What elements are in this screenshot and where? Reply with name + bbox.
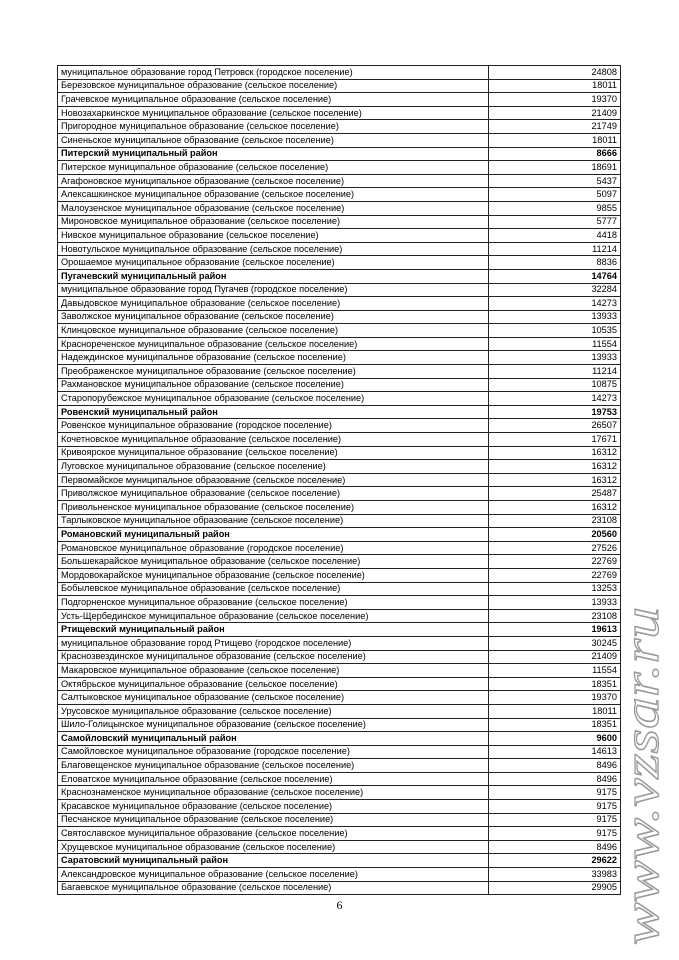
table-row (58, 827, 621, 841)
row-value-cell: 22769 (489, 555, 621, 569)
row-value-cell: 18691 (489, 161, 621, 175)
table-row (58, 133, 621, 147)
row-value-cell: 19370 (489, 93, 621, 107)
row-name-cell: Мордовокарайское муниципальное образование (сельское поселение) (58, 568, 489, 582)
row-value-cell: 23108 (489, 609, 621, 623)
row-name-cell: Орошаемое муниципальное образование (сельское поселение) (58, 256, 489, 270)
row-value-cell: 14273 (489, 297, 621, 311)
row-name-cell: Клинцовское муниципальное образование (сельское поселение) (58, 324, 489, 338)
row-value-cell: 10535 (489, 324, 621, 338)
table-row (58, 433, 621, 447)
row-value-cell: 8496 (489, 840, 621, 854)
table-row (58, 541, 621, 555)
table-row (58, 365, 621, 379)
row-value-cell: 11554 (489, 337, 621, 351)
table-row (58, 297, 621, 311)
district-row (58, 269, 621, 283)
row-name-cell: Усть-Щербединское муниципальное образование (сельское поселение) (58, 609, 489, 623)
row-value-cell: 9855 (489, 201, 621, 215)
row-value-cell: 16312 (489, 501, 621, 515)
row-name-cell: Благовещенское муниципальное образование (сельское поселение) (58, 759, 489, 773)
table-row (58, 256, 621, 270)
table-row (58, 120, 621, 134)
table-row (58, 772, 621, 786)
row-value-cell: 21409 (489, 106, 621, 120)
row-value-cell: 19753 (489, 405, 621, 419)
table-row (58, 242, 621, 256)
table-row (58, 337, 621, 351)
row-name-cell: Заволжское муниципальное образование (сельское поселение) (58, 310, 489, 324)
row-name-cell: Синеньское муниципальное образование (сельское поселение) (58, 133, 489, 147)
row-value-cell: 9175 (489, 786, 621, 800)
row-value-cell: 9175 (489, 813, 621, 827)
row-name-cell: Рахмановское муниципальное образование (сельское поселение) (58, 378, 489, 392)
row-name-cell: Подгорненское муниципальное образование (сельское поселение) (58, 596, 489, 610)
row-value-cell: 9175 (489, 800, 621, 814)
table-row (58, 161, 621, 175)
table-row (58, 555, 621, 569)
row-name-cell: Багаевское муниципальное образование (сельское поселение) (58, 881, 489, 895)
row-value-cell: 9600 (489, 732, 621, 746)
row-name-cell: Краснознаменское муниципальное образование (сельское поселение) (58, 786, 489, 800)
row-value-cell: 16312 (489, 473, 621, 487)
table-row (58, 392, 621, 406)
row-value-cell: 5437 (489, 174, 621, 188)
row-value-cell: 26507 (489, 419, 621, 433)
table-row (58, 677, 621, 691)
table-row (58, 174, 621, 188)
row-name-cell: Кочетновское муниципальное образование (сельское поселение) (58, 433, 489, 447)
row-name-cell: Малоузенское муниципальное образование (сельское поселение) (58, 201, 489, 215)
table-row (58, 582, 621, 596)
row-name-cell: Алексашкинское муниципальное образование (сельское поселение) (58, 188, 489, 202)
row-value-cell: 13933 (489, 351, 621, 365)
row-name-cell: Приволжское муниципальное образование (сельское поселение) (58, 487, 489, 501)
row-name-cell: муниципальное образование город Петровск (городское поселение) (58, 66, 489, 80)
row-value-cell: 4418 (489, 229, 621, 243)
row-name-cell: Тарлыковское муниципальное образование (сельское поселение) (58, 514, 489, 528)
row-name-cell: Большекарайское муниципальное образование (сельское поселение) (58, 555, 489, 569)
row-value-cell: 16312 (489, 460, 621, 474)
table-row (58, 664, 621, 678)
row-name-cell: Ровенское муниципальное образование (городское поселение) (58, 419, 489, 433)
table-row (58, 378, 621, 392)
row-value-cell: 5097 (489, 188, 621, 202)
row-value-cell: 27526 (489, 541, 621, 555)
row-value-cell: 22769 (489, 568, 621, 582)
row-value-cell: 29622 (489, 854, 621, 868)
row-value-cell: 19370 (489, 691, 621, 705)
row-name-cell: Питерское муниципальное образование (сельское поселение) (58, 161, 489, 175)
data-table (57, 65, 621, 895)
table-row (58, 351, 621, 365)
table-row (58, 66, 621, 80)
district-row (58, 732, 621, 746)
table-row (58, 501, 621, 515)
row-name-cell: Песчанское муниципальное образование (сельское поселение) (58, 813, 489, 827)
table-row (58, 650, 621, 664)
row-value-cell: 21749 (489, 120, 621, 134)
row-name-cell: Романовское муниципальное образование (городское поселение) (58, 541, 489, 555)
row-value-cell: 25487 (489, 487, 621, 501)
row-value-cell: 17671 (489, 433, 621, 447)
row-value-cell: 8496 (489, 772, 621, 786)
row-name-cell: Питерский муниципальный район (58, 147, 489, 161)
row-value-cell: 11214 (489, 242, 621, 256)
row-value-cell: 16312 (489, 446, 621, 460)
table-row (58, 201, 621, 215)
row-name-cell: Привольненское муниципальное образование (сельское поселение) (58, 501, 489, 515)
table-row (58, 609, 621, 623)
table-row (58, 636, 621, 650)
row-name-cell: Ровенский муниципальный район (58, 405, 489, 419)
row-name-cell: Бобылевское муниципальное образование (сельское поселение) (58, 582, 489, 596)
row-name-cell: Нивское муниципальное образование (сельское поселение) (58, 229, 489, 243)
table-row (58, 229, 621, 243)
row-name-cell: Надеждинское муниципальное образование (сельское поселение) (58, 351, 489, 365)
row-value-cell: 5777 (489, 215, 621, 229)
row-name-cell: Мироновское муниципальное образование (сельское поселение) (58, 215, 489, 229)
district-row (58, 854, 621, 868)
row-name-cell: Новотульское муниципальное образование (сельское поселение) (58, 242, 489, 256)
table-row (58, 813, 621, 827)
watermark-text: www.vzsar.ru (613, 679, 669, 945)
table-row (58, 704, 621, 718)
row-value-cell: 11554 (489, 664, 621, 678)
row-name-cell: Луговское муниципальное образование (сельское поселение) (58, 460, 489, 474)
row-name-cell: Александровское муниципальное образование (сельское поселение) (58, 868, 489, 882)
row-name-cell: Краснореченское муниципальное образование (сельское поселение) (58, 337, 489, 351)
row-value-cell: 18351 (489, 677, 621, 691)
row-value-cell: 8836 (489, 256, 621, 270)
district-row (58, 623, 621, 637)
row-value-cell: 18011 (489, 704, 621, 718)
table-row (58, 93, 621, 107)
row-name-cell: Святославское муниципальное образование (сельское поселение) (58, 827, 489, 841)
table-row (58, 79, 621, 93)
row-name-cell: Новозахаркинское муниципальное образование (сельское поселение) (58, 106, 489, 120)
table-row (58, 840, 621, 854)
row-name-cell: Романовский муниципальный район (58, 528, 489, 542)
row-name-cell: Пугачевский муниципальный район (58, 269, 489, 283)
table-row (58, 188, 621, 202)
district-row (58, 528, 621, 542)
row-name-cell: Макаровское муниципальное образование (сельское поселение) (58, 664, 489, 678)
row-value-cell: 30245 (489, 636, 621, 650)
row-name-cell: Саратовский муниципальный район (58, 854, 489, 868)
row-value-cell: 24808 (489, 66, 621, 80)
row-value-cell: 19613 (489, 623, 621, 637)
row-name-cell: Самойловское муниципальное образование (городское поселение) (58, 745, 489, 759)
row-value-cell: 21409 (489, 650, 621, 664)
table-row (58, 786, 621, 800)
table-body (58, 66, 621, 895)
row-name-cell: Пригородное муниципальное образование (сельское поселение) (58, 120, 489, 134)
row-value-cell: 9175 (489, 827, 621, 841)
row-value-cell: 18351 (489, 718, 621, 732)
table-row (58, 800, 621, 814)
row-name-cell: Урусовское муниципальное образование (сельское поселение) (58, 704, 489, 718)
table-row (58, 691, 621, 705)
row-value-cell: 13933 (489, 596, 621, 610)
row-value-cell: 8496 (489, 759, 621, 773)
district-row (58, 405, 621, 419)
table-row (58, 881, 621, 895)
row-value-cell: 23108 (489, 514, 621, 528)
row-name-cell: муниципальное образование город Ртищево (городское поселение) (58, 636, 489, 650)
row-value-cell: 18011 (489, 133, 621, 147)
table-row (58, 759, 621, 773)
row-value-cell: 13253 (489, 582, 621, 596)
row-name-cell: Салтыковское муниципальное образование (сельское поселение) (58, 691, 489, 705)
table-row (58, 745, 621, 759)
row-name-cell: Старопорубежское муниципальное образование (сельское поселение) (58, 392, 489, 406)
table-row (58, 215, 621, 229)
table-row (58, 419, 621, 433)
row-value-cell: 14764 (489, 269, 621, 283)
table-row (58, 487, 621, 501)
table-row (58, 473, 621, 487)
table-row (58, 568, 621, 582)
row-name-cell: муниципальное образование город Пугачев (городское поселение) (58, 283, 489, 297)
row-name-cell: Первомайское муниципальное образование (сельское поселение) (58, 473, 489, 487)
row-value-cell: 14613 (489, 745, 621, 759)
district-row (58, 147, 621, 161)
row-value-cell: 14273 (489, 392, 621, 406)
row-name-cell: Давыдовское муниципальное образование (сельское поселение) (58, 297, 489, 311)
table-row (58, 718, 621, 732)
row-value-cell: 10875 (489, 378, 621, 392)
row-name-cell: Еловатское муниципальное образование (сельское поселение) (58, 772, 489, 786)
row-value-cell: 32284 (489, 283, 621, 297)
row-name-cell: Агафоновское муниципальное образование (сельское поселение) (58, 174, 489, 188)
row-name-cell: Самойловский муниципальный район (58, 732, 489, 746)
row-name-cell: Шило-Голицынское муниципальное образование (сельское поселение) (58, 718, 489, 732)
page-number: 6 (336, 898, 343, 912)
table-row (58, 514, 621, 528)
row-name-cell: Кривоярское муниципальное образование (сельское поселение) (58, 446, 489, 460)
row-value-cell: 13933 (489, 310, 621, 324)
row-name-cell: Краснозвездинское муниципальное образование (сельское поселение) (58, 650, 489, 664)
row-value-cell: 33983 (489, 868, 621, 882)
table-row (58, 106, 621, 120)
row-name-cell: Березовское муниципальное образование (сельское поселение) (58, 79, 489, 93)
row-name-cell: Преображенское муниципальное образование (сельское поселение) (58, 365, 489, 379)
row-name-cell: Ртищевский муниципальный район (58, 623, 489, 637)
row-value-cell: 8666 (489, 147, 621, 161)
row-value-cell: 20560 (489, 528, 621, 542)
table-row (58, 460, 621, 474)
row-name-cell: Хрущевское муниципальное образование (сельское поселение) (58, 840, 489, 854)
table-row (58, 324, 621, 338)
table-row (58, 310, 621, 324)
table-row (58, 596, 621, 610)
row-value-cell: 11214 (489, 365, 621, 379)
table-row (58, 868, 621, 882)
table-row (58, 446, 621, 460)
row-value-cell: 29905 (489, 881, 621, 895)
table-row (58, 283, 621, 297)
row-name-cell: Грачевское муниципальное образование (сельское поселение) (58, 93, 489, 107)
row-value-cell: 18011 (489, 79, 621, 93)
row-name-cell: Красавское муниципальное образование (сельское поселение) (58, 800, 489, 814)
row-name-cell: Октябрьское муниципальное образование (сельское поселение) (58, 677, 489, 691)
